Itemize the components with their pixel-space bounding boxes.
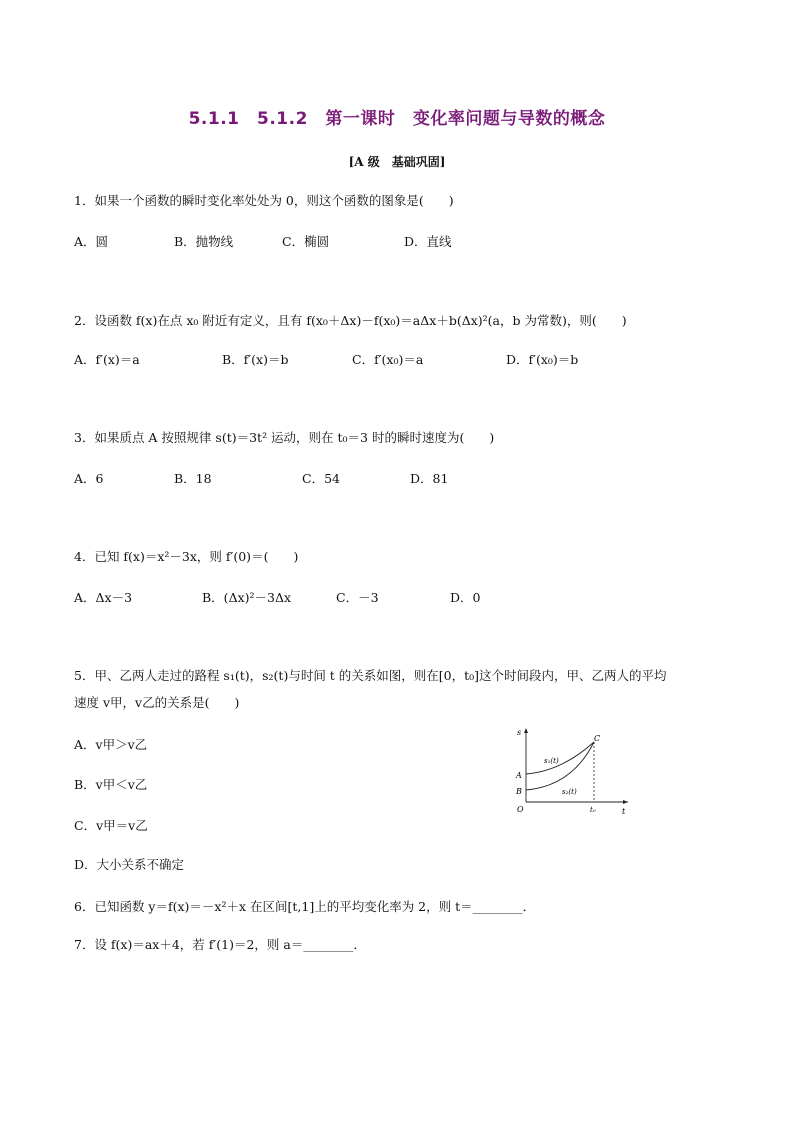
section-level-heading: [A 级 基础巩固]	[348, 155, 446, 169]
question-2-option-c: C．f′(x₀)＝a	[352, 352, 424, 367]
question-2-stem: 2．设函数 f(x)在点 x₀ 附近有定义，且有 f(x₀＋Δx)－f(x₀)＝aΔx＋b(Δx)²(a，b 为常数)，则( )	[74, 313, 627, 328]
curve-s2-label: s₂(t)	[562, 788, 577, 796]
question-7-stem: 7．设 f(x)＝ax＋4，若 f′(1)＝2，则 a＝________．	[74, 937, 366, 952]
t-axis-label: t	[622, 807, 626, 816]
question-5-stem-line2: 速度 v甲，v乙的关系是( )	[74, 695, 240, 710]
t0-label: t₀	[590, 806, 596, 814]
question-5-option-a: A．v甲＞v乙	[74, 737, 148, 752]
question-1-stem: 1．如果一个函数的瞬时变化率处处为 0，则这个函数的图象是( )	[74, 193, 454, 208]
question-3-option-d: D．81	[410, 471, 449, 486]
question-1-option-a: A．圆	[74, 234, 109, 249]
question-4-option-d: D．0	[450, 590, 481, 605]
t-axis-arrow	[623, 800, 628, 804]
question-3-option-c: C．54	[302, 471, 340, 486]
point-b-label: B	[516, 787, 522, 796]
question-5-stem-line1: 5．甲、乙两人走过的路程 s₁(t)，s₂(t)与时间 t 的关系如图，则在[0，t₀]这个时间段内，甲、乙两人的平均	[74, 668, 667, 683]
point-c-label: C	[594, 734, 601, 743]
question-3-option-b: B．18	[174, 471, 212, 486]
question-5-option-c: C．v甲＝v乙	[74, 818, 148, 833]
question-5-option-b: B．v甲＜v乙	[74, 777, 148, 792]
question-4-option-a: A．Δx－3	[74, 590, 133, 605]
question-1-option-b: B．抛物线	[174, 234, 234, 249]
point-a-label: A	[516, 771, 522, 780]
origin-label: O	[517, 805, 524, 814]
question-4-option-b: B．(Δx)²－3Δx	[202, 590, 292, 605]
question-6-stem: 6．已知函数 y＝f(x)＝－x²＋x 在区间[t,1]上的平均变化率为 2，则 t＝________．	[74, 899, 536, 914]
question-2-option-a: A．f′(x)＝a	[74, 352, 140, 367]
question-3-option-a: A．6	[74, 471, 104, 486]
question-1-option-d: D．直线	[404, 234, 452, 249]
question-3-stem: 3．如果质点 A 按照规律 s(t)＝3t² 运动，则在 t₀＝3 时的瞬时速度为( )	[74, 430, 495, 445]
question-1-option-c: C．椭圆	[282, 234, 330, 249]
question-2-option-d: D．f′(x₀)＝b	[506, 352, 579, 367]
question-4-option-c: C．－3	[336, 590, 379, 605]
question-4-stem: 4．已知 f(x)＝x²－3x，则 f′(0)＝( )	[74, 549, 299, 564]
distance-time-graph	[512, 724, 632, 816]
s-axis-label: s	[517, 728, 522, 737]
page-title: 5.1.1 5.1.2 第一课时 变化率问题与导数的概念	[188, 109, 606, 129]
question-2-option-b: B．f′(x)＝b	[222, 352, 289, 367]
question-5-option-d: D．大小关系不确定	[74, 857, 185, 872]
curve-s2	[526, 742, 594, 790]
curve-s1-label: s₁(t)	[544, 757, 559, 765]
s-axis-arrow	[524, 728, 528, 733]
